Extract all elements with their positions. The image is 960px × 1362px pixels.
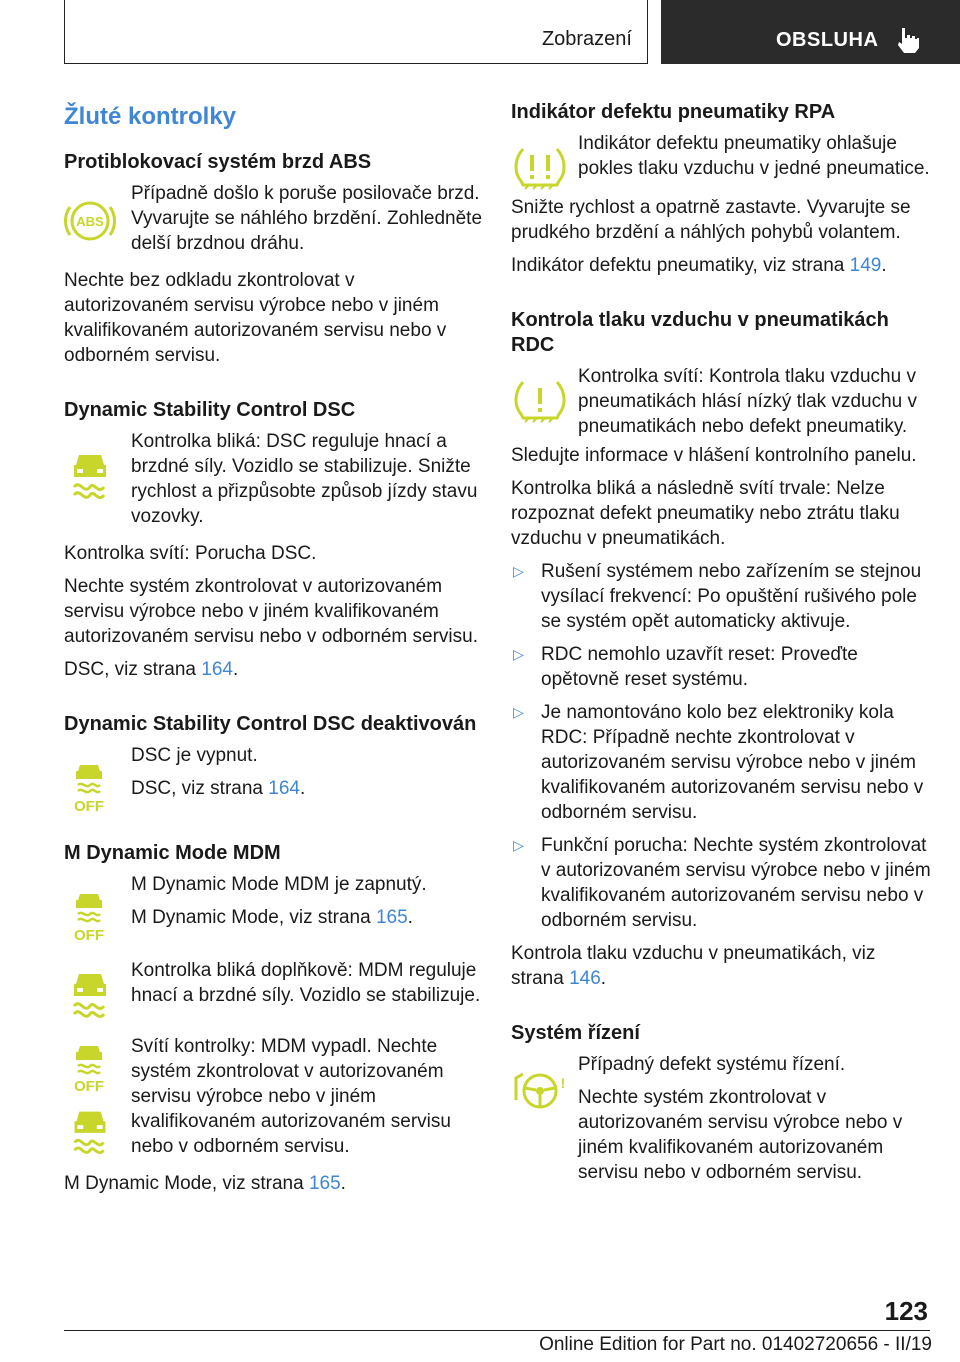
header-section: Zobrazení (541, 28, 632, 50)
rpa-reference: Indikátor defektu pneumatiky, viz strana 149. (511, 255, 887, 276)
dsc-page-link[interactable]: 164 (201, 659, 233, 680)
dsc-off-heading: Dynamic Stability Control DSC deaktivován (64, 713, 477, 735)
dsc-car-skid-icon (64, 443, 116, 501)
dsc-off-reference: DSC, viz strana 164. (131, 778, 306, 799)
abs-heading: Protiblokovací systém brzd ABS (64, 151, 372, 173)
tire-pressure-icon (511, 145, 569, 191)
mdm-section (64, 841, 484, 1196)
svg-text:ABS: ABS (76, 214, 104, 229)
mdm-icon1-reference: M Dynamic Mode, viz strana 165. (131, 907, 413, 928)
footer-divider (64, 1330, 930, 1331)
dsc-off-page-link[interactable]: 164 (268, 778, 300, 799)
mdm-car-skid-icon (64, 962, 116, 1020)
list-item: ▷ Rušení systémem nebo zařízením se stejnou vysílací frekvencí: Po opuštění rušivého pole se systém opět automaticky aktivuje. (513, 561, 922, 632)
triangle-bullet-icon: ▷ (513, 704, 524, 720)
dsc-off-icon-text: DSC je vypnut. (131, 745, 258, 766)
footer-edition: Online Edition for Part no. 01402720656 - II/19 (539, 1334, 932, 1355)
rdc-bullet-list (511, 559, 931, 933)
mdm-off-icon (64, 886, 116, 944)
mdm-car-skid-icon-2 (64, 1100, 116, 1156)
abs-warning-icon (64, 195, 116, 247)
steering-icon-text2: Nechte systém zkontrolovat v autorizovaném servisu výrobce nebo v jiném kvalifikovaném autorizovaném servisu nebo v odborném servisu. (578, 1087, 903, 1183)
svg-text:OFF: OFF (74, 798, 104, 815)
list-item: ▷ Je namontováno kolo bez elektroniky kola RDC: Případně nechte zkontrolovat v autorizovaném servisu výrobce nebo v jiném kvalifikovaném autorizovaném servisu nebo v odborném servisu. (513, 702, 924, 823)
svg-text:OFF: OFF (74, 927, 104, 944)
rpa-heading: Indikátor defektu pneumatiky RPA (511, 101, 836, 123)
dsc-off-icon (64, 757, 116, 815)
mdm-heading: M Dynamic Mode MDM (64, 842, 281, 864)
left-column (64, 100, 484, 1204)
mdm-off-icon-2 (64, 1038, 116, 1094)
page-number: 123 (884, 1296, 928, 1326)
abs-section (64, 150, 484, 368)
abs-icon-text: Případně došlo k poruše posilovače brzd. Vyvarujte se náhlého brzdění. Zohledněte delší brzdnou dráhu. (131, 183, 483, 254)
rdc-page-link[interactable]: 146 (569, 968, 601, 989)
tire-pressure-icon-2 (511, 378, 569, 424)
mdm-icon2-text: Kontrolka bliká doplňkově: MDM reguluje hnací a brzdné síly. Vozidlo se stabilizuje. (131, 960, 481, 1006)
dsc-text1: Kontrolka svítí: Porucha DSC. (64, 543, 317, 564)
mdm-icon1-page-link[interactable]: 165 (375, 907, 408, 928)
mdm-icon1-text: M Dynamic Mode MDM je zapnutý. (131, 874, 427, 895)
dsc-off-section (64, 712, 484, 815)
rpa-section (511, 100, 931, 278)
rpa-page-link[interactable]: 149 (849, 255, 882, 276)
steering-warning-icon (511, 1066, 569, 1116)
chapter-label: OBSLUHA (776, 29, 879, 51)
abs-text: Nechte bez odkladu zkontrolovat v autorizovaném servisu výrobce nebo v jiném kvalifikovaném autorizovaném servisu nebo v odborném servisu. (64, 270, 447, 366)
rdc-text1: Sledujte informace v hlášení kontrolního panelu. (511, 445, 917, 466)
triangle-bullet-icon: ▷ (513, 563, 524, 579)
mdm-page-link[interactable]: 165 (308, 1173, 341, 1194)
rdc-reference: Kontrola tlaku vzduchu v pneumatikách, viz strana 146. (511, 943, 876, 989)
svg-text:OFF: OFF (74, 1078, 104, 1094)
steering-section (511, 1021, 931, 1193)
page-title: Žluté kontrolky (64, 103, 237, 130)
rdc-section (511, 308, 931, 991)
list-item: ▷ Funkční porucha: Nechte systém zkontrolovat v autorizovaném servisu výrobce nebo v jiném kvalifikovaném autorizovaném servisu nebo v odborném servisu. (513, 835, 931, 931)
mdm-icon3-text: Svítí kontrolky: MDM vypadl. Nechte systém zkontrolovat v autorizovaném servisu výrobce nebo v jiném kvalifikovaném autorizovaném servisu nebo v odborném servisu. (131, 1036, 451, 1157)
rdc-heading: Kontrola tlaku vzduchu v pneumatikách RDC (511, 309, 889, 356)
triangle-bullet-icon: ▷ (513, 646, 524, 662)
dsc-icon-text: Kontrolka bliká: DSC reguluje hnací a brzdné síly. Vozidlo se stabilizuje. Snižte rychlost a přizpůsobte způsob jízdy stavu vozovky. (131, 431, 478, 527)
dsc-heading: Dynamic Stability Control DSC (64, 399, 356, 421)
list-item: ▷ RDC nemohlo uzavřít reset: Proveďte opětovně reset systému. (513, 644, 858, 690)
rdc-text2: Kontrolka bliká a následně svítí trvale: Nelze rozpoznat defekt pneumatiky nebo ztrátu tlaku vzduchu v pneumatikách. (511, 478, 900, 549)
rdc-icon-text: Kontrolka svítí: Kontrola tlaku vzduchu v pneumatikách hlásí nízký tlak vzduchu v pneumatikách nebo defekt pneumatiky. (578, 366, 918, 437)
steering-heading: Systém řízení (511, 1022, 640, 1044)
dsc-section (64, 398, 484, 682)
dsc-text2: Nechte systém zkontrolovat v autorizovaném servisu výrobce nebo v jiném kvalifikovaném autorizovaném servisu nebo v odborném servisu. (64, 576, 478, 647)
dsc-reference: DSC, viz strana 164. (64, 659, 239, 680)
svg-text:!: ! (560, 1075, 566, 1091)
header-chapter (661, 0, 960, 64)
right-column (511, 100, 931, 1197)
steering-icon-text1: Případný defekt systému řízení. (578, 1054, 846, 1075)
rpa-text: Snižte rychlost a opatrně zastavte. Vyvarujte se prudkého brzdění a náhlých pohybů volantem. (511, 197, 911, 243)
triangle-bullet-icon: ▷ (513, 837, 524, 853)
rpa-icon-text: Indikátor defektu pneumatiky ohlašuje pokles tlaku vzduchu v jedné pneumatice. (578, 133, 930, 179)
pointing-hand-icon (895, 26, 921, 54)
mdm-reference: M Dynamic Mode, viz strana 165. (64, 1173, 346, 1194)
